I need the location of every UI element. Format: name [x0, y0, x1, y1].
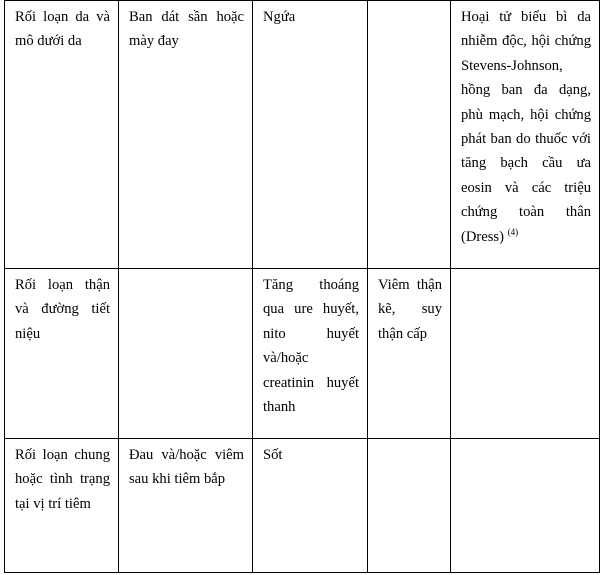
table-cell: Ban dát sần hoặc mày đay [119, 1, 253, 269]
table-row [5, 439, 600, 573]
table-cell-organ-class: Rối loạn chung hoặc tình trạng tại vị trí tiêm [5, 439, 119, 573]
adverse-reactions-table [4, 0, 600, 573]
table-cell [368, 439, 451, 573]
table-cell: Tăng thoáng qua ure huyết, nito huyết và/hoặc creatinin huyết thanh [253, 269, 368, 439]
table-cell: Đau và/hoặc viêm sau khi tiêm bắp [119, 439, 253, 573]
table-cell: Viêm thận kẽ, suy thận cấp [368, 269, 451, 439]
table-cell-organ-class: Rối loạn thận và đường tiết niệu [5, 269, 119, 439]
table-cell: Ngứa [253, 1, 368, 269]
table-cell [119, 269, 253, 439]
table-cell-organ-class: Rối loạn da và mô dưới da [5, 1, 119, 269]
table-cell: Sốt [253, 439, 368, 573]
table-cell [368, 1, 451, 269]
table-row [5, 1, 600, 269]
footnote-ref: (4) [507, 226, 519, 237]
table-cell [451, 439, 600, 573]
table-row [5, 269, 600, 439]
table-cell [451, 269, 600, 439]
table-cell: Hoại tử biểu bì da nhiễm độc, hội chứng Stevens-Johnson, hồng ban đa dạng, phù mạch, hội chứng phát ban do thuốc với tăng bạch cầu ưa eosin và các triệu chứng toàn thân (Dress) $^{(4)}$ [451, 1, 600, 269]
